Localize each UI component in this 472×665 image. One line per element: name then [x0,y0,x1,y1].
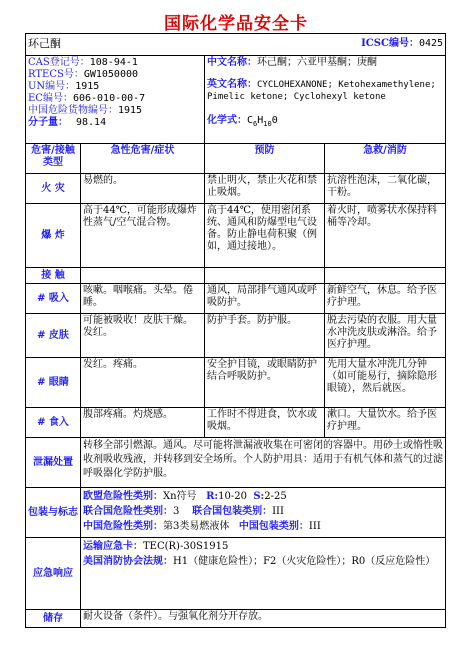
chemical-formula: 化学式：$C_6H_{10}0$ [207,115,278,128]
identifiers-cell [26,56,205,144]
header-aid: 急救/消防 [325,144,446,174]
row-acute: 咳嗽。咽喉痛。头晕。倦睡。 [81,284,205,314]
row-type: # 食入 [26,408,81,438]
row-aid [325,268,446,284]
hazard-row-skin [26,314,446,358]
cas-number: CAS登记号：108-94-1 [28,57,138,68]
row-prevent [205,268,325,284]
row-aid: 脱去污染的衣服。用大量水冲洗皮肤或淋浴。给予医疗护理。 [325,314,446,358]
storage-label: 储存 [26,610,81,628]
un-number: UN编号：1915 [28,81,100,92]
row-aid: 新鲜空气，休息。给予医疗护理。 [325,284,446,314]
row-acute: 高于44℃，可能形成爆炸性蒸气/空气混合物。 [81,204,205,268]
row-acute: 易燃的。 [81,174,205,204]
row-acute [81,268,205,284]
hazard-row-ingest [26,408,446,438]
storage-row [26,610,446,628]
row-type: 爆 炸 [26,204,81,268]
row-acute: 可能被吸收！皮肤干燥。发红。 [81,314,205,358]
package-text: 欧盟危险性类别：Xn符号 R:10-20 S:2-25 联合国危险性类别：3 联合国包装类别：III 中国危险性类别：第3类易燃液体 中国包装类别：III [81,488,446,538]
row-acute: 发红。疼痛。 [81,358,205,408]
card-title: 国际化学品安全卡 [164,14,308,34]
row-type: # 皮肤 [26,314,81,358]
hazard-row-fire [26,174,446,204]
header-prevent: 预防 [205,144,325,174]
row-acute: 腹部疼痛。灼烧感。 [81,408,205,438]
spill-text: 转移全部引燃源。通风。尽可能将泄漏液收集在可密闭的容器中。用砂土或惰性吸收剂吸收残液，并转移到安全场所。个人防护用具：适用于有机气体和蒸气的过滤呼吸器化学防护服。 [81,438,446,488]
hazard-row-explosion [26,204,446,268]
storage-text: 耐火设备（条件）。与强氧化剂分开存放。 [81,610,446,628]
row-aid: 着火时，喷雾状水保持料桶等冷却。 [325,204,446,268]
row-prevent: 通风，局部排气通风或呼吸防护。 [205,284,325,314]
header-acute: 急性危害/症状 [81,144,205,174]
hazard-row-eye [26,358,446,408]
row-type: # 眼睛 [26,358,81,408]
molecular-weight: 分子量： 98.14 [28,117,107,128]
row-type: 接 触 [26,268,81,284]
cn-dangerous-goods-number: 中国危险货物编号：1915 [28,105,143,116]
row-prevent: 高于44℃，使用密闭系统、通风和防爆型电气设备。防止静电荷积聚（例如，通过接地）。 [205,204,325,268]
row-aid: 抗溶性泡沫，二氧化碳，干粉。 [325,174,446,204]
package-row [26,488,446,538]
row-aid: 先用大量水冲洗几分钟（如可能易行，摘除隐形眼镜），然后就医。 [325,358,446,408]
icsc-number: ICSC编号：0425 [361,38,444,49]
chemical-name: 环己酮 [28,37,61,50]
english-name: 英文名称：CYCLOHEXANONE; Ketohexamethylene; Pimelic ketone; Cyclohexyl ketone [207,79,436,102]
emergency-text: 运输应急卡：TEC(R)-30S1915 美国消防协会法规：H1（健康危险性）；F2（火灾危险性）；R0（反应危险性） [81,538,446,610]
ec-number: EC编号：606-010-00-7 [28,93,146,104]
package-label: 包装与标志 [26,488,81,538]
spill-label: 泄漏处置 [26,438,81,488]
row-type: 火 灾 [26,174,81,204]
row-type: # 吸入 [26,284,81,314]
chinese-name: 中文名称：环己酮；六亚甲基酮；庚酮 [207,57,377,68]
row-prevent: 禁止明火，禁止火花和禁止吸烟。 [205,174,325,204]
emergency-row [26,538,446,610]
safety-card-table [25,33,446,628]
rtecs-number: RTECS号：GW1050000 [28,69,139,80]
row-prevent: 防护手套。防护服。 [205,314,325,358]
row-prevent: 工作时不得进食，饮水或吸烟。 [205,408,325,438]
names-cell [205,56,446,144]
row-prevent: 安全护目镜，或眼睛防护结合呼吸防护。 [205,358,325,408]
hazard-row-inhale [26,284,446,314]
hazard-row-contact [26,268,446,284]
emergency-label: 应急响应 [26,538,81,610]
header-type: 危害/接触类型 [26,144,81,174]
row-aid: 漱口。大量饮水。给予医疗护理。 [325,408,446,438]
spill-row [26,438,446,488]
